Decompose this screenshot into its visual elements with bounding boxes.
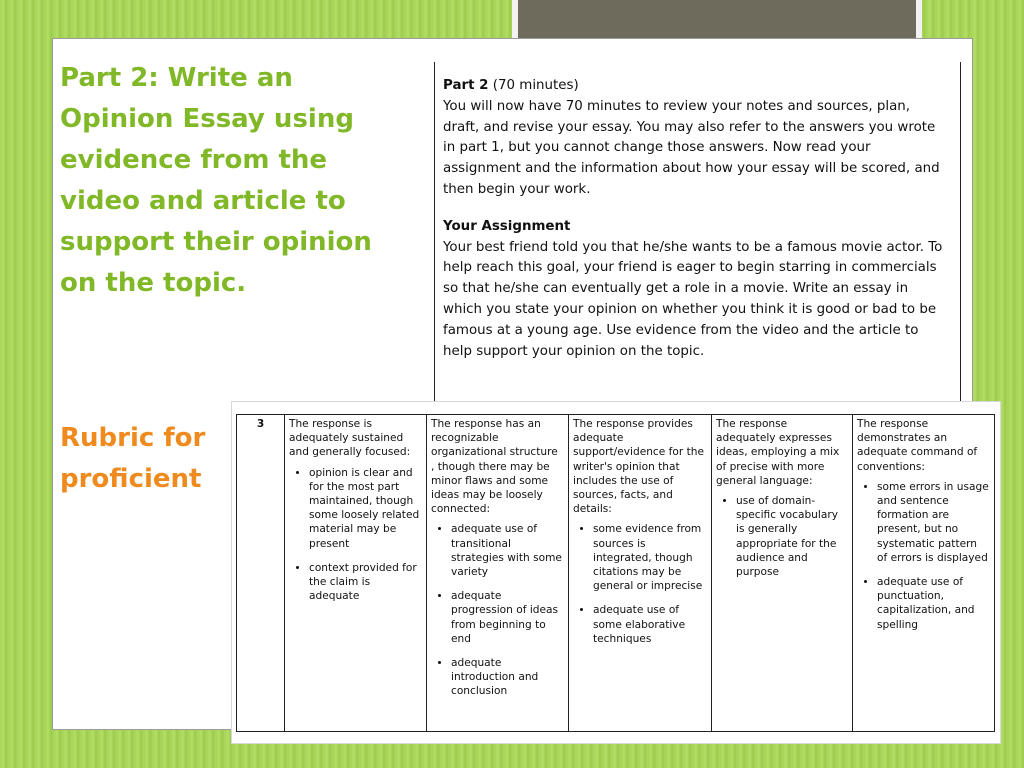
rubric-cell-lead: The response adequately expresses ideas, employing a mix of precise with more general language: [716,418,840,487]
rubric-bullet: • some errors in usage and sentence formation are present, but no systematic pattern of errors is displayed [877,480,990,565]
rubric-cell-lead: The response has an recognizable organizational structure , though there may be minor flaws and some ideas may be loosely connected: [431,418,558,516]
rubric-bullet-list [431,522,564,698]
rubric-bullet: • adequate use of some elaborative techniques [593,603,707,646]
rubric-bullet: • adequate use of transitional strategies with some variety [451,522,564,579]
rubric-cell-lead: The response is adequately sustained and generally focused: [289,418,411,459]
rubric-bullet-list [716,494,848,579]
rubric-bullet-list [289,466,422,604]
rubric-card [232,402,1000,743]
rubric-bullet-list [573,522,707,646]
rubric-bullet: • adequate progression of ideas from beginning to end [451,589,564,646]
rubric-bullet: • adequate use of punctuation, capitalization, and spelling [877,575,990,632]
rubric-bullet-list [857,480,990,632]
assignment-text: Your best friend told you that he/she wants to be a famous movie actor. To help reach this goal, your friend is eager to begin starring in commercials so that he/she can eventually get a role in a movie. Write an essay in which you state your opinion on whether you think it is good or bad to be famous at a young age. Use evidence from the video and the article to help support your opinion on the topic. [443,239,943,359]
rubric-bullet: • context provided for the claim is adequate [309,561,422,604]
rubric-bullet: • use of domain-specific vocabulary is generally appropriate for the audience and purpose [736,494,848,579]
rubric-table [236,414,995,732]
score-cell: 3 [237,415,285,732]
rubric-bullet: • opinion is clear and for the most part maintained, though some loosely related material may be present [309,466,422,551]
assignment-title: Your Assignment [443,218,571,234]
rubric-cell-evidence [569,415,712,732]
rubric-cell-organization [427,415,569,732]
part-title: Part 2 [443,78,489,93]
spacer [443,201,950,217]
rubric-heading: Rubric for proficient [60,423,206,494]
rubric-cell-lead: The response provides adequate support/evidence for the writer's opinion that includes the use of sources, facts, and details: [573,418,704,516]
rubric-bullet: • adequate introduction and conclusion [451,656,564,699]
rubric-row-score-3 [237,415,995,732]
part-title-line [443,76,950,97]
part-time: (70 minutes) [492,78,579,93]
rubric-cell-conventions [853,415,995,732]
assignment-title-line [443,217,950,238]
rubric-cell-language [712,415,853,732]
rubric-bullet: • some evidence from sources is integrated, though citations may be general or imprecise [593,522,707,593]
assignment-excerpt [434,62,961,402]
rubric-cell-purpose [285,415,427,732]
slide-heading: Part 2: Write an Opinion Essay using evidence from the video and article to support their opinion on the topic. [60,63,372,298]
rubric-cell-lead: The response demonstrates an adequate command of conventions: [857,418,978,473]
part-intro: You will now have 70 minutes to review your notes and sources, plan, draft, and revise your essay. You may also refer to the answers you wrote in part 1, but you cannot change those answers. Now read your assignment and the information about how your essay will be scored, and then begin your work. [443,98,940,197]
